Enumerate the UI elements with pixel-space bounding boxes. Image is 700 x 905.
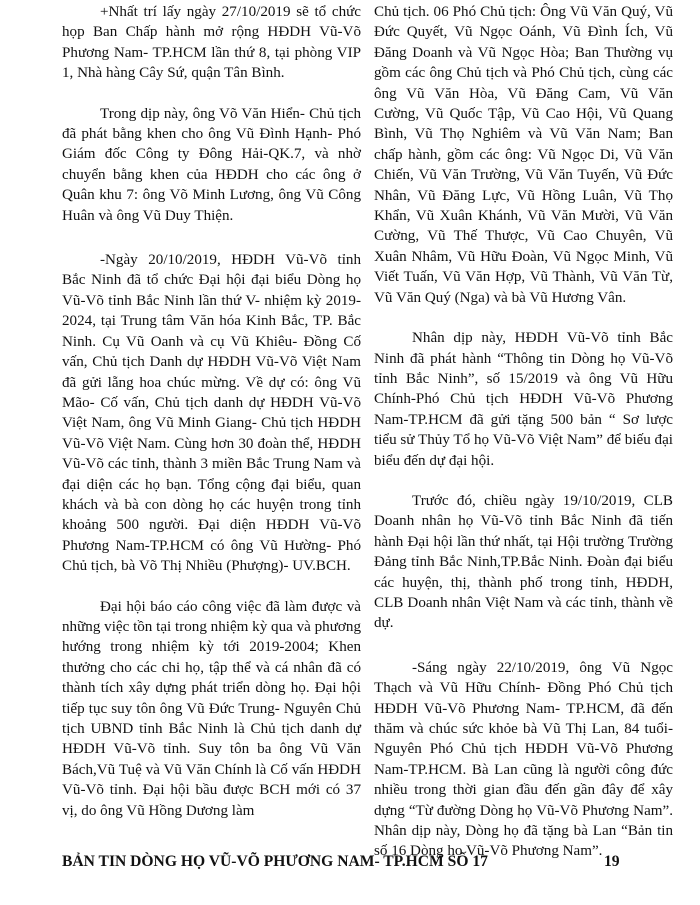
paragraph-visit-vu-thi-lan: -Sáng ngày 22/10/2019, ông Vũ Ngọc Thạch và Vũ Hữu Chính- Đồng Phó Chủ tịch HĐDH Vũ-Võ Phương Nam- TP.HCM, đã đến thăm và chúc sức khỏe bà Vũ Thị Lan, 84 tuổi- Nguyên Phó Chủ tịch HĐDH Vũ-Võ Phương Nam-TP.HCM. Bà Lan cũng là người công đức nhiều trong thời gian đầu đến gần đây để xây dựng “Từ đường Dòng họ Vũ-Võ Phương Nam”. Nhân dịp này, Dòng họ đã tặng bà Lan “Bản tin số 16 Dòng họ Vũ-Võ Phương Nam”. bbox=[374, 659, 673, 860]
paragraph-committee-members: Chủ tịch. 06 Phó Chủ tịch: Ông Vũ Văn Quý, Vũ Đức Quyết, Vũ Ngọc Oánh, Vũ Đình Ích, Vũ Đăng Doanh và Vũ Ngọc Hòa; Ban Thường vụ gồm các ông Chủ tịch và Phó Chủ tịch, cùng các ông Vũ Văn Hòa, Vũ Đăng Cam, Vũ Văn Cường, Vũ Quốc Tập, Vũ Cao Hội, Vũ Quang Bình, Vũ Thọ Nghiêm và Vũ Văn Nam; Ban chấp hành, gồm các ông: Vũ Ngọc Di, Vũ Văn Chiến, Vũ Văn Trường, Vũ Văn Tuyến, Vũ Đức Nhân, Vũ Đăng Lực, Vũ Hồng Luân, Vũ Thọ Khẩn, Vũ Xuân Khánh, Vũ Văn Mười, Vũ Văn Cường, Vũ Thế Thược, Vũ Cao Chuyên, Vũ Xuân Nhâm, Vũ Hữu Đoàn, Vũ Ngọc Minh, Vũ Viết Tuấn, Vũ Văn Hợp, Vũ Thành, Vũ Văn Từ, Vũ Văn Quý (Nga) và bà Vũ Hương Vân. bbox=[374, 4, 673, 306]
left-column bbox=[62, 2, 361, 821]
page-number: 19 bbox=[604, 853, 620, 870]
paragraph-award-presentation: Trong dịp này, ông Võ Văn Hiển- Chủ tịch đã phát bằng khen cho ông Vũ Đình Hạnh- Phó Giám đốc Công ty Đông Hải-QK.7, và nhờ chuyển bằng khen của HĐDH cho các ông ở Quân khu 7: ông Võ Minh Lương, ông Vũ Công Huân và ông Vũ Duy Thiện. bbox=[62, 105, 361, 224]
right-column bbox=[374, 2, 673, 862]
paragraph-congress-report: Đại hội báo cáo công việc đã làm được và những việc tồn tại trong nhiệm kỳ qua và phương hướng trong nhiệm kỳ tới 2019-2004; Khen thưởng cho các chi họ, tập thể và cá nhân đã có thành tích xây dựng phát triển dòng họ. Đại hội tiếp tục suy tôn ông Vũ Đức Trung- Nguyên Chủ tịch UBND tỉnh Bắc Ninh là Chủ tịch danh dự HĐDH Vũ-Võ tỉnh. Suy tôn ba ông Vũ Văn Bách,Vũ Tuệ và Vũ Văn Chính là Cố vấn HĐDH Vũ-Võ tỉnh. Đại hội bầu được BCH mới có 37 vị, do ông Vũ Hồng Dương làm bbox=[62, 598, 361, 819]
paragraph-publication-release: Nhân dịp này, HĐDH Vũ-Võ tỉnh Bắc Ninh đã phát hành “Thông tin Dòng họ Vũ-Võ tỉnh Bắc Ninh”, số 15/2019 và ông Vũ Hữu Chính-Phó Chủ tịch HĐDH Vũ-Võ Phương Nam-TP.HCM đã gửi tặng 500 bản “ Sơ lược tiểu sử Thủy Tổ họ Vũ-Võ Việt Nam” để biếu đại biểu đến dự đại hội. bbox=[374, 330, 673, 469]
paragraph-meeting-decision: +Nhất trí lấy ngày 27/10/2019 sẽ tổ chức họp Ban Chấp hành mở rộng HĐDH Vũ-Võ Phương Nam- TP.HCM lần thứ 8, tại phòng VIP 1, Nhà hàng Cây Sứ, quận Tân Bình. bbox=[62, 4, 361, 82]
paragraph-bac-ninh-congress: -Ngày 20/10/2019, HĐDH Vũ-Võ tỉnh Bắc Ninh đã tổ chức Đại hội đại biểu Dòng họ Vũ-Võ tỉnh Bắc Ninh lần thứ V- nhiệm kỳ 2019- 2024, tại Trung tâm Văn hóa Kinh Bắc, TP. Bắc Ninh. Cụ Vũ Oanh và cụ Vũ Khiêu- Đồng Cố vấn, Chủ tịch Danh dự HĐDH Vũ-Võ Việt Nam đã gửi lẵng hoa chúc mừng. Về dự có: ông Vũ Mão- Cố vấn, Chủ tịch danh dự HĐDH Vũ-Võ Việt Nam, ông Vũ Minh Giang- Chủ tịch HĐDH Vũ-Võ Việt Nam. Cùng hơn 30 đoàn thể, HĐDH Vũ-Võ các tỉnh, thành 3 miền Bắc Trung Nam và đại diện các họ bạn. Tổng cộng đại biểu, quan khách và bà con dòng họ các huyện trong tỉnh khoảng 500 người. Đại diện HĐDH Vũ-Võ Phương Nam-TP.HCM có ông Vũ Hường- Phó Chủ tịch, bà Võ Thị Nhiều (Phượng)- UV.BCH. bbox=[62, 252, 361, 575]
footer-title: BẢN TIN DÒNG HỌ VŨ-VÕ PHƯƠNG NAM- TP.HCM SỐ 17 bbox=[62, 853, 488, 870]
paragraph-business-club-congress: Trước đó, chiều ngày 19/10/2019, CLB Doanh nhân họ Vũ-Võ tỉnh Bắc Ninh đã tiến hành Đại hội lần thứ nhất, tại Hội trường Trường Đảng tỉnh Bắc Ninh,TP.Bắc Ninh. Đoàn đại biểu các huyện, thị, thành phố trong tỉnh, HĐDH, CLB Doanh nhân Việt Nam và các tỉnh, thành về dự. bbox=[374, 492, 673, 632]
